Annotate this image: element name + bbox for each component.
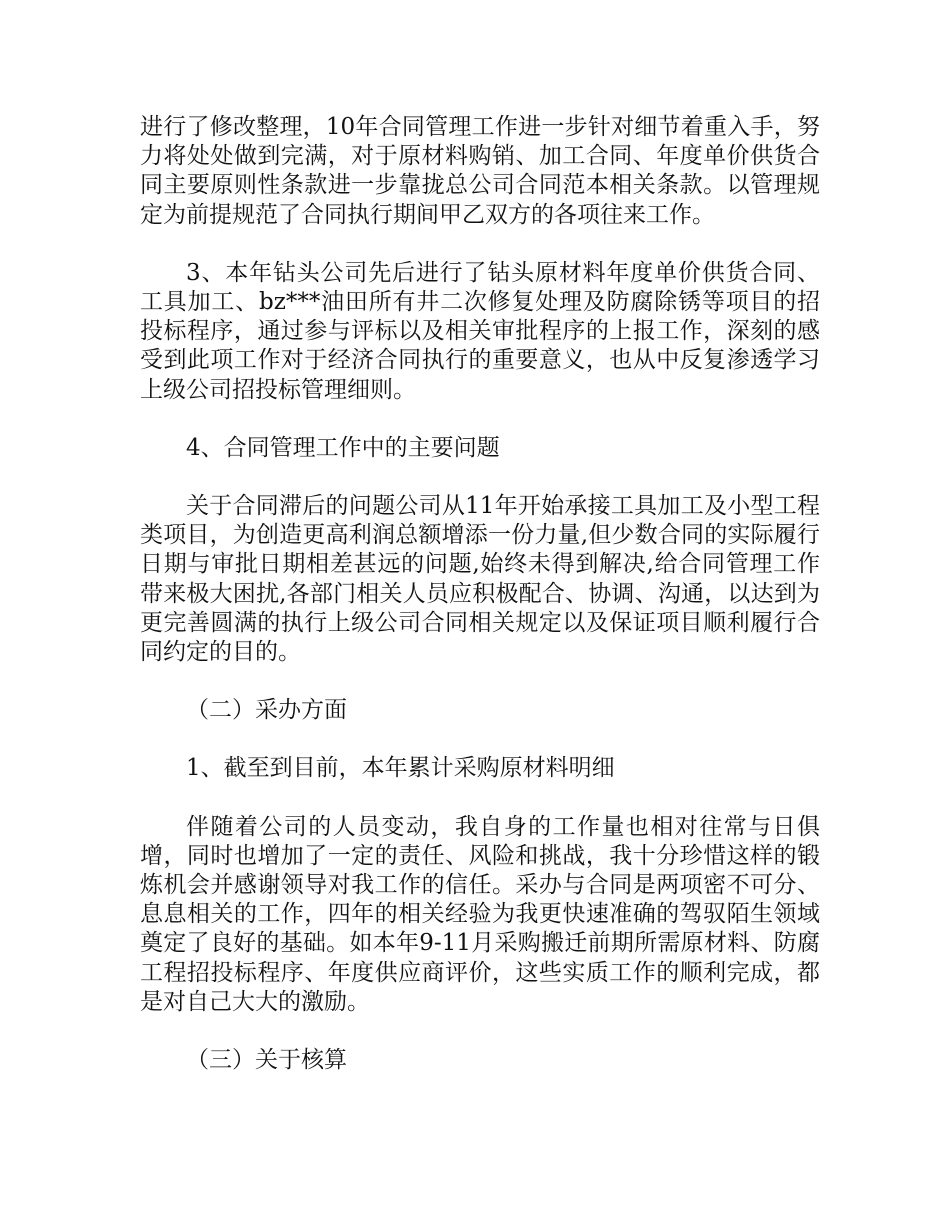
section-heading-accounting: （三）关于核算 [186,1047,347,1074]
section-heading-procurement: （二）采办方面 [186,697,347,724]
document-body [140,113,820,1104]
paragraph-procurement-work: 伴随着公司的人员变动，我自身的工作量也相对往常与日俱增，同时也增加了一定的责任、风险和挑战，我十分珍惜这样的锻炼机会并感谢领导对我工作的信任。采办与合同是两项密不可分、息息相关的工作，四年的相关经验为我更快速准确的驾驭陌生领域奠定了良好的基础。如本年9-11月采购搬迁前期所需原材料、防腐工程招投标程序、年度供应商评价，这些实质工作的顺利完成，都是对自己大大的激励。 [140,813,820,1015]
section-heading-material-details: 1、截至到目前，本年累计采购原材料明细 [186,755,615,782]
paragraph-bidding-procedures: 3、本年钻头公司先后进行了钻头原材料年度单价供货合同、工具加工、bz***油田所有井二次修复处理及防腐除锈等项目的招投标程序，通过参与评标以及相关审批程序的上报工作，深刻的感受到此项工作对于经济合同执行的重要意义，也从中反复渗透学习上级公司招投标管理细则。 [140,259,820,403]
section-heading-main-problems: 4、合同管理工作中的主要问题 [186,434,500,461]
paragraph-contract-revision: 进行了修改整理，10年合同管理工作进一步针对细节着重入手，努力将处处做到完满，对于原材料购销、加工合同、年度单价供货合同主要原则性条款进一步靠拢总公司合同范本相关条款。以管理规定为前提规范了合同执行期间甲乙双方的各项往来工作。 [140,114,820,228]
paragraph-contract-delay: 关于合同滞后的问题公司从11年开始承接工具加工及小型工程类项目，为创造更高利润总额增添一份力量,但少数合同的实际履行日期与审批日期相差甚远的问题,始终未得到解决,给合同管理工作带来极大困扰,各部门相关人员应积极配合、协调、沟通，以达到为更完善圆满的执行上级公司合同相关规定以及保证项目顺利履行合同约定的目的。 [140,493,820,666]
